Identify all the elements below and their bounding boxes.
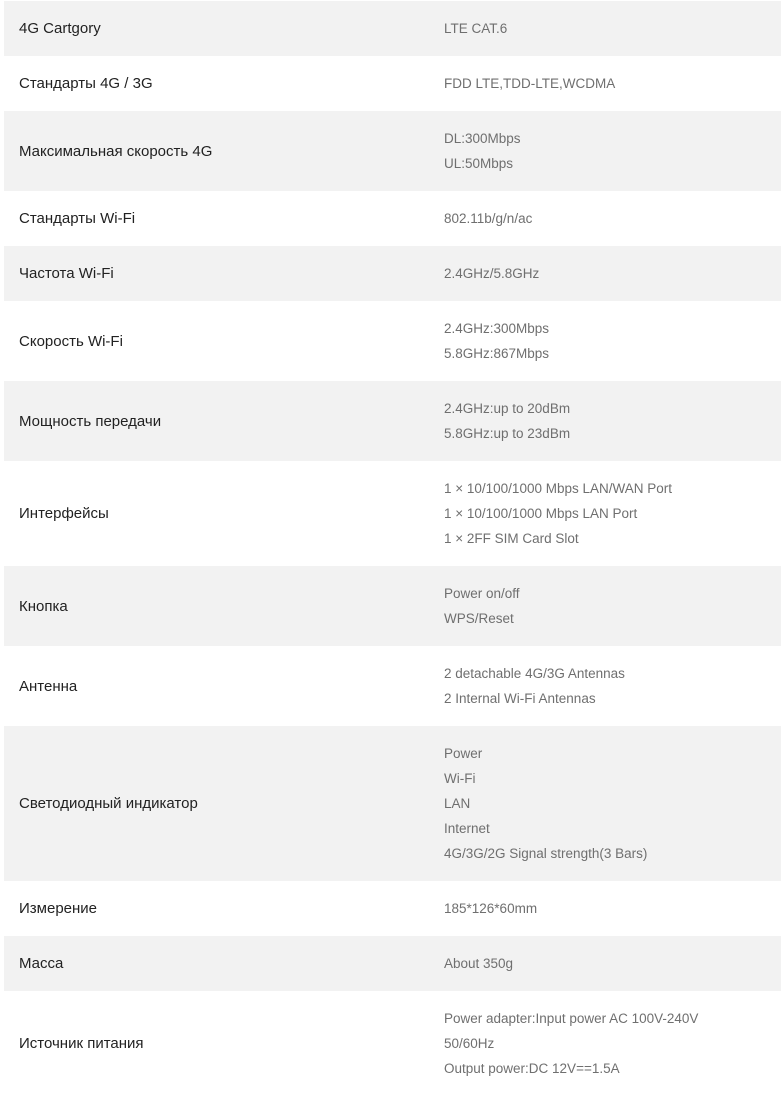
spec-value: About 350g [444, 956, 514, 971]
spec-values [444, 16, 781, 41]
spec-value: Power on/off [444, 586, 520, 601]
spec-value: 5.8GHz:up to 23dBm [444, 426, 571, 441]
spec-values [444, 951, 781, 976]
spec-values [444, 1006, 781, 1081]
spec-label: Интерфейсы [19, 505, 109, 522]
spec-value: Output power:DC 12V==1.5A [444, 1061, 620, 1076]
spec-value: Power adapter:Input power AC 100V-240V [444, 1011, 699, 1026]
spec-row [4, 991, 781, 1096]
spec-value: FDD LTE,TDD-LTE,WCDMA [444, 76, 616, 91]
spec-values [444, 126, 781, 176]
spec-value: 2.4GHz/5.8GHz [444, 266, 540, 281]
spec-values [444, 741, 781, 866]
spec-value: UL:50Mbps [444, 156, 514, 171]
spec-label: Стандарты 4G / 3G [19, 75, 153, 92]
spec-label: Скорость Wi-Fi [19, 332, 123, 350]
spec-values [444, 896, 781, 921]
spec-label: Мощность передачи [19, 412, 162, 430]
spec-row [4, 246, 781, 301]
spec-row [4, 566, 781, 646]
spec-value: 802.11b/g/n/ac [444, 211, 533, 226]
spec-values [444, 661, 781, 711]
spec-value: Wi-Fi [444, 771, 476, 786]
spec-values [444, 316, 781, 366]
spec-row [4, 726, 781, 881]
spec-row [4, 381, 781, 461]
spec-row [4, 646, 781, 726]
spec-label: Максимальная скорость 4G [19, 142, 213, 160]
spec-values [444, 581, 781, 631]
spec-value: 1 × 2FF SIM Card Slot [444, 531, 579, 546]
spec-value: 5.8GHz:867Mbps [444, 346, 550, 361]
spec-label: Измерение [19, 900, 98, 917]
spec-value: 2 Internal Wi-Fi Antennas [444, 691, 596, 706]
spec-label: Источник питания [19, 1035, 144, 1052]
spec-value: LTE CAT.6 [444, 21, 508, 36]
spec-row [4, 56, 781, 111]
spec-value: 2.4GHz:300Mbps [444, 321, 550, 336]
spec-value: Power [444, 746, 483, 761]
spec-values [444, 206, 781, 231]
spec-value: 2.4GHz:up to 20dBm [444, 401, 571, 416]
spec-label: Стандарты Wi-Fi [19, 210, 136, 227]
spec-value: 4G/3G/2G Signal strength(3 Bars) [444, 846, 648, 861]
spec-values [444, 71, 781, 96]
spec-values [444, 261, 781, 286]
spec-row [4, 936, 781, 991]
spec-label: Антенна [19, 677, 78, 695]
spec-row [4, 461, 781, 566]
spec-row [4, 111, 781, 191]
spec-row [4, 301, 781, 381]
spec-value: 185*126*60mm [444, 901, 538, 916]
spec-values [444, 476, 781, 551]
spec-row [4, 1, 781, 56]
spec-label: Кнопка [19, 597, 68, 615]
spec-value: LAN [444, 796, 471, 811]
spec-row [4, 881, 781, 936]
spec-label: Светодиодный индикатор [19, 795, 198, 812]
spec-values [444, 396, 781, 446]
spec-value: 2 detachable 4G/3G Antennas [444, 666, 625, 681]
spec-label: Частота Wi-Fi [19, 265, 114, 282]
spec-value: WPS/Reset [444, 611, 514, 626]
spec-label: Масса [19, 955, 64, 972]
spec-label: 4G Cartgory [19, 20, 101, 37]
spec-value: DL:300Mbps [444, 131, 521, 146]
spec-row [4, 191, 781, 246]
spec-value: 50/60Hz [444, 1036, 495, 1051]
spec-value: 1 × 10/100/1000 Mbps LAN Port [444, 506, 638, 521]
spec-value: 1 × 10/100/1000 Mbps LAN/WAN Port [444, 481, 672, 496]
spec-table [4, 1, 781, 1096]
spec-value: Internet [444, 821, 490, 836]
